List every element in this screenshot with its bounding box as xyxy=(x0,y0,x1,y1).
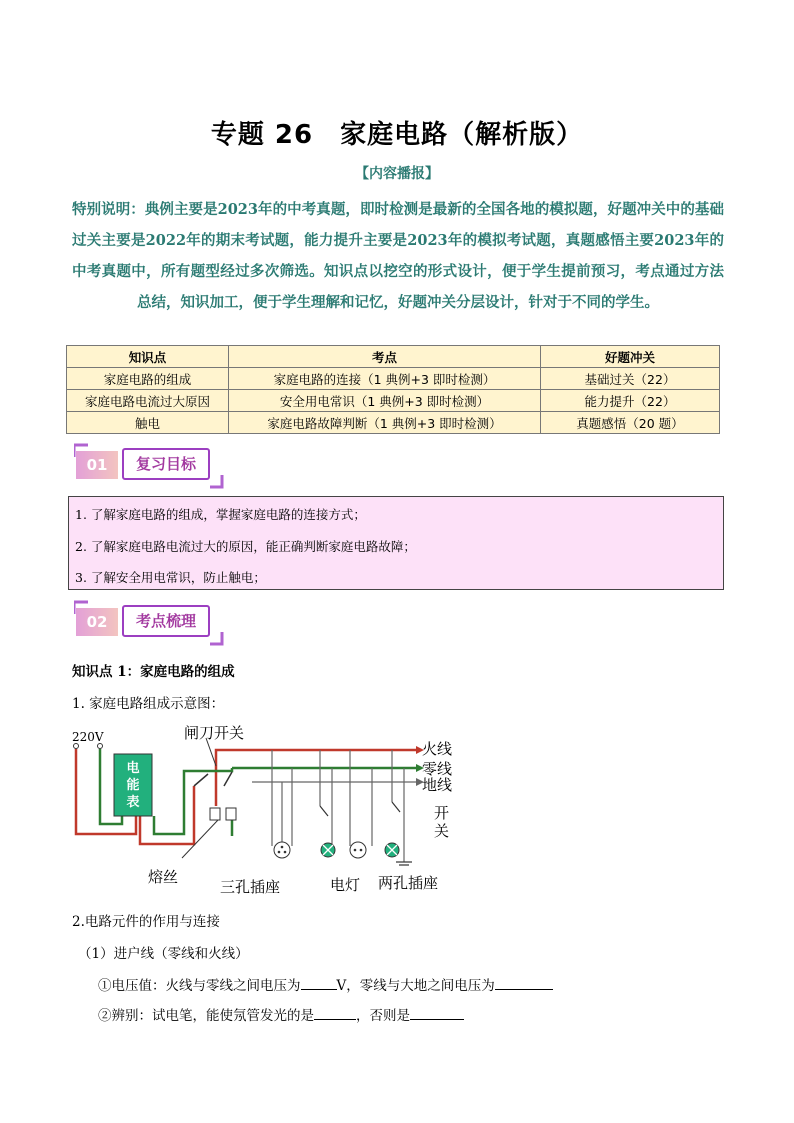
voltage-question xyxy=(98,974,553,994)
fuse-icon xyxy=(210,808,220,820)
knowledge-point-heading: 知识点 1：家庭电路的组成 xyxy=(72,664,235,680)
table-cell: 家庭电路故障判断（1 典例+3 即时检测） xyxy=(229,412,541,434)
answer-blank[interactable] xyxy=(314,1006,356,1020)
goal-item: 2. 了解家庭电路电流过大的原因，能正确判断家庭电路故障； xyxy=(75,539,416,554)
voltage-question-text: V，零线与大地之间电压为 xyxy=(336,978,495,994)
live-wire xyxy=(216,750,416,806)
table-header: 考点 xyxy=(229,346,541,368)
lamp-label: 电灯 xyxy=(330,876,361,894)
answer-blank[interactable] xyxy=(495,976,553,990)
table-cell: 真题感悟（20 题） xyxy=(541,412,720,434)
identify-question xyxy=(98,1004,464,1024)
service-line-heading: （1）进户线（零线和火线） xyxy=(78,946,249,962)
page-title: 专题 26 家庭电路（解析版） xyxy=(210,120,584,150)
voltage-question-text: ①电压值：火线与零线之间电压为 xyxy=(98,978,301,994)
meter-label-char: 表 xyxy=(126,795,140,810)
diagram-caption: 1. 家庭电路组成示意图： xyxy=(72,696,225,712)
live-wire-label: 火线 xyxy=(422,740,453,758)
goal-item: 1. 了解家庭电路的组成，掌握家庭电路的连接方式； xyxy=(75,507,366,522)
section-number: 02 xyxy=(76,608,118,636)
three-hole-socket-icon xyxy=(274,842,290,858)
table-cell: 能力提升（22） xyxy=(541,390,720,412)
section-label: 考点梳理 xyxy=(122,605,210,637)
lamp-switch xyxy=(320,806,328,816)
neutral-wire-label: 零线 xyxy=(422,760,453,778)
fuse-pointer xyxy=(182,820,218,858)
table-cell: 触电 xyxy=(67,412,229,434)
ground-wire-label: 地线 xyxy=(422,776,453,794)
content-broadcast-heading: 【内容播报】 xyxy=(355,166,439,182)
table-cell: 家庭电路电流过大原因 xyxy=(67,390,229,412)
table-cell: 家庭电路的连接（1 典例+3 即时检测） xyxy=(229,368,541,390)
meter-label-char: 电 xyxy=(126,761,140,776)
identify-question-text: ②辨别：试电笔，能使氖管发光的是 xyxy=(98,1008,314,1024)
special-note: 特别说明：典例主要是2023年的中考真题，即时检测是最新的全国各地的模拟题，好题冲关中的基础过关主要是2022年的期末考试题，能力提升主要是2023年的模拟考试题，真题感悟主要2023年的中考真题中，所有题型经过多次筛选。知识点以挖空的形式设计，便于学生提前预习，考点通过方法总结，知识加工，便于学生理解和记忆，好题冲关分层设计，针对于不同的学生。 xyxy=(72,201,724,311)
review-goals-box xyxy=(68,496,724,590)
input-terminal xyxy=(98,744,103,749)
goal-item: 3. 了解安全用电常识，防止触电； xyxy=(75,570,266,585)
meter-label-char: 能 xyxy=(126,778,140,793)
answer-blank[interactable] xyxy=(301,976,337,990)
table-row xyxy=(67,412,720,434)
household-circuit-diagram xyxy=(66,716,486,900)
table-cell: 基础过关（22） xyxy=(541,368,720,390)
switch-label: 开 xyxy=(434,804,450,822)
input-terminal xyxy=(74,744,79,749)
table-row xyxy=(67,368,720,390)
knife-switch-pointer xyxy=(206,738,216,766)
knife-switch-blade xyxy=(224,772,232,786)
fuse-label: 熔丝 xyxy=(148,868,179,886)
fuse-icon xyxy=(226,808,236,820)
table-header-row xyxy=(67,346,720,368)
table-row xyxy=(67,390,720,412)
answer-blank[interactable] xyxy=(410,1006,464,1020)
table-header: 知识点 xyxy=(67,346,229,368)
topics-table xyxy=(66,345,720,434)
knife-switch-label: 闸刀开关 xyxy=(184,724,245,742)
identify-question-text: ，否则是 xyxy=(356,1008,410,1024)
two-hole-socket-icon xyxy=(350,842,366,858)
section-number: 01 xyxy=(76,451,118,479)
voltage-label: 220V xyxy=(72,730,104,744)
switch-label: 关 xyxy=(434,822,450,840)
table-header: 好题冲关 xyxy=(541,346,720,368)
knife-switch-blade xyxy=(194,774,208,786)
three-hole-socket-label: 三孔插座 xyxy=(220,878,281,896)
section-header-review-goals xyxy=(74,443,224,489)
table-cell: 安全用电常识（1 典例+3 即时检测） xyxy=(229,390,541,412)
section-header-key-points xyxy=(74,600,224,646)
components-heading: 2.电路元件的作用与连接 xyxy=(72,914,220,930)
table-cell: 家庭电路的组成 xyxy=(67,368,229,390)
lamp-switch xyxy=(392,802,400,812)
section-label: 复习目标 xyxy=(122,448,210,480)
two-hole-socket-label: 两孔插座 xyxy=(378,874,439,892)
